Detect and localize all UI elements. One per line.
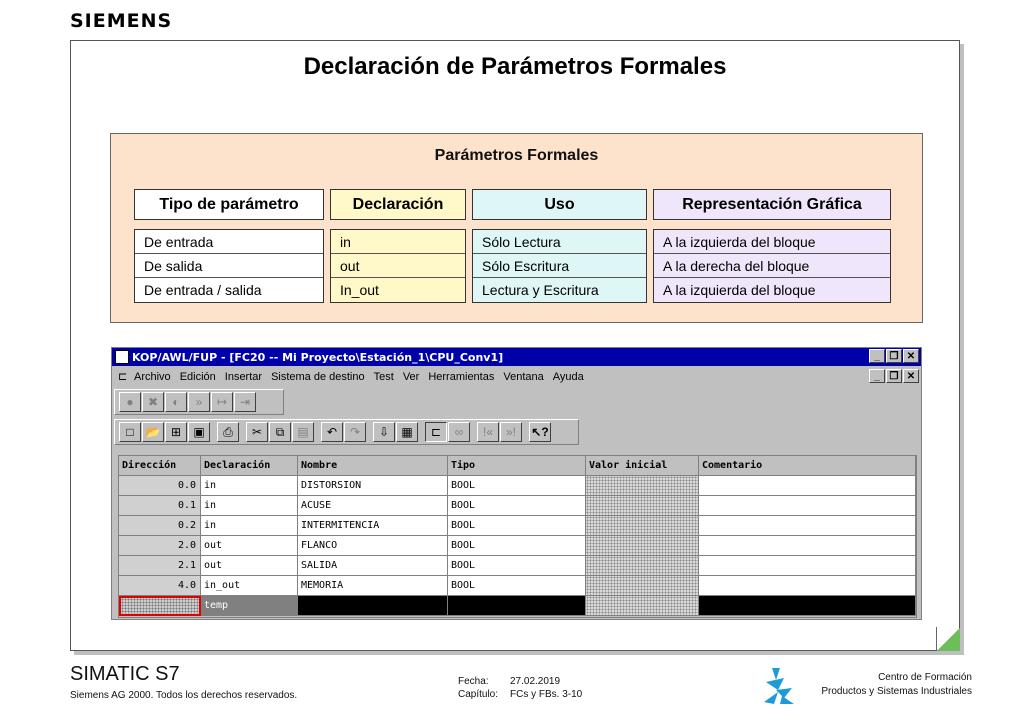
footer-copyright: Siemens AG 2000. Todos los derechos reservados. [70, 690, 298, 701]
toolbar-standard [114, 419, 579, 445]
siemens-logo: SIEMENS [70, 10, 173, 32]
menu-edicion[interactable]: Edición [179, 370, 216, 383]
cell-rep-1: A la izquierda del bloque [654, 230, 890, 254]
table-row[interactable] [119, 516, 916, 536]
slide-frame [70, 40, 960, 651]
cell-decl-1: in [331, 230, 465, 254]
prev-icon[interactable]: !« [477, 422, 499, 442]
cell-comentario[interactable] [699, 496, 916, 516]
cell-rep-2: A la derecha del bloque [654, 254, 890, 278]
cell-uso-3: Lectura y Escritura [482, 282, 599, 298]
window-titlebar[interactable] [112, 348, 921, 366]
menu-bar [112, 367, 921, 386]
table-row[interactable] [119, 496, 916, 516]
network-icon[interactable]: ⊞ [165, 422, 187, 442]
grid-header-comentario[interactable]: Comentario [699, 456, 916, 476]
table-row[interactable] [119, 476, 916, 496]
cell-decl-2: out [331, 254, 465, 278]
cell-tipo[interactable]: BOOL [448, 536, 586, 556]
cell-direccion[interactable]: 4.0 [119, 576, 201, 596]
cell-valor-inicial[interactable] [586, 496, 699, 516]
grid-header-row [119, 456, 916, 476]
step-icon[interactable]: » [188, 392, 210, 412]
menu-herramientas[interactable]: Herramientas [428, 370, 495, 383]
params-panel [110, 133, 923, 323]
page-corner-fold [936, 627, 960, 651]
document-menu-icon[interactable]: ⊏ [118, 371, 128, 383]
cell-nombre[interactable]: FLANCO [298, 536, 448, 556]
monitor-block-icon[interactable]: ▦ [396, 422, 418, 442]
stop-icon[interactable]: ✖ [142, 392, 164, 412]
exit-icon[interactable]: ⇥ [234, 392, 256, 412]
cell-tipo[interactable]: BOOL [448, 516, 586, 536]
cell-valor-inicial[interactable] [586, 576, 699, 596]
download-icon[interactable]: ⇩ [373, 422, 395, 442]
header-tipo: Tipo de parámetro [134, 189, 324, 220]
minimize-button[interactable]: _ [869, 349, 885, 363]
footer-product: SIMATIC S7 [70, 663, 180, 685]
cell-tipo[interactable]: BOOL [448, 576, 586, 596]
cell-rep-3: A la izquierda del bloque [663, 282, 816, 298]
doc-restore-button[interactable]: ❐ [886, 369, 902, 383]
cell-uso-2: Sólo Escritura [473, 254, 646, 278]
cell-declaracion[interactable]: out [201, 556, 298, 576]
cell-tipo-1: De entrada [135, 230, 323, 254]
cell-direccion[interactable]: 2.0 [119, 536, 201, 556]
cell-nombre[interactable]: DISTORSION [298, 476, 448, 496]
menu-ayuda[interactable]: Ayuda [552, 370, 584, 383]
cell-direccion-selected[interactable] [119, 596, 201, 616]
header-uso: Uso [472, 189, 647, 220]
glasses-icon[interactable]: ∞ [448, 422, 470, 442]
close-button[interactable]: ✕ [903, 349, 919, 363]
cell-nombre-selected[interactable] [298, 596, 448, 616]
chapter-label: Capítulo: [458, 689, 499, 700]
column-uso [472, 229, 647, 303]
cell-valor-inicial[interactable] [586, 556, 699, 576]
cell-tipo[interactable]: BOOL [448, 556, 586, 576]
column-declaracion [330, 229, 466, 303]
training-center-logo-icon [762, 666, 796, 711]
undo-icon[interactable]: ↶ [321, 422, 343, 442]
grid-header-declaracion[interactable]: Declaración [201, 456, 298, 476]
doc-minimize-button[interactable]: _ [869, 369, 885, 383]
cell-valor-inicial[interactable] [586, 536, 699, 556]
cell-declaracion[interactable]: in [201, 496, 298, 516]
header-declaracion: Declaración [330, 189, 466, 220]
run-icon[interactable]: ● [119, 392, 141, 412]
footer-meta [458, 675, 582, 701]
menu-test[interactable]: Test [373, 370, 394, 383]
cell-nombre[interactable]: MEMORIA [298, 576, 448, 596]
column-tipo [134, 229, 324, 303]
copy-icon[interactable]: ⧉ [269, 422, 291, 442]
menu-ver[interactable]: Ver [402, 370, 420, 383]
cell-tipo-3: De entrada / salida [144, 282, 262, 298]
footer-center-line1: Centro de Formación [878, 672, 972, 683]
cell-tipo-selected[interactable] [448, 596, 586, 616]
cell-valor-inicial[interactable] [586, 516, 699, 536]
cell-declaracion[interactable]: out [201, 536, 298, 556]
save-icon[interactable]: ▣ [188, 422, 210, 442]
view-icon[interactable]: ⊏ [425, 422, 447, 442]
cell-declaracion[interactable]: in [201, 476, 298, 496]
cell-direccion[interactable]: 0.1 [119, 496, 201, 516]
date-label: Fecha: [458, 676, 489, 687]
cell-declaracion-selected[interactable]: temp [201, 596, 298, 616]
cell-comentario[interactable] [699, 536, 916, 556]
grid-header-nombre[interactable]: Nombre [298, 456, 448, 476]
column-representacion [653, 229, 891, 303]
editor-window [111, 347, 922, 620]
table-row-selected[interactable] [119, 596, 916, 616]
grid-header-tipo[interactable]: Tipo [448, 456, 586, 476]
menu-sistema[interactable]: Sistema de destino [271, 370, 365, 383]
cell-direccion[interactable]: 0.0 [119, 476, 201, 496]
cell-comentario[interactable] [699, 556, 916, 576]
menu-ventana[interactable]: Ventana [503, 370, 544, 383]
table-row[interactable] [119, 576, 916, 596]
declaration-grid [118, 455, 917, 618]
cell-comentario[interactable] [699, 516, 916, 536]
params-title: Parámetros Formales [434, 147, 599, 164]
cell-decl-3: In_out [340, 282, 379, 298]
menu-archivo[interactable]: Archivo [134, 370, 171, 383]
header-representacion: Representación Gráfica [653, 189, 891, 220]
window-title: KOP/AWL/FUP - [FC20 -- Mi Proyecto\Estación_1\CPU_Conv1] [132, 350, 504, 364]
table-row[interactable] [119, 556, 916, 576]
grid-header-valor[interactable]: Valor inicial [586, 456, 699, 476]
cell-tipo[interactable]: BOOL [448, 496, 586, 516]
cell-comentario[interactable] [699, 576, 916, 596]
paste-icon[interactable]: ▤ [292, 422, 314, 442]
cell-valor-inicial-selected[interactable] [586, 596, 699, 616]
chapter-value: FCs y FBs. 3-10 [510, 689, 583, 700]
open-icon[interactable]: 📂 [142, 422, 164, 442]
redo-icon[interactable]: ↷ [344, 422, 366, 442]
cell-nombre[interactable]: ACUSE [298, 496, 448, 516]
cell-comentario-selected[interactable] [699, 596, 916, 616]
doc-close-button[interactable]: ✕ [903, 369, 919, 383]
help-icon[interactable]: ↖? [529, 422, 551, 442]
footer-center [821, 671, 972, 699]
toolbar-status [114, 389, 284, 415]
footer-center-line2: Productos y Sistemas Industriales [821, 686, 972, 697]
print-icon[interactable]: ⎙ [217, 422, 239, 442]
date-value: 27.02.2019 [510, 676, 561, 687]
cell-direccion[interactable]: 2.1 [119, 556, 201, 576]
new-icon[interactable]: □ [119, 422, 141, 442]
cell-nombre[interactable]: SALIDA [298, 556, 448, 576]
cell-direccion[interactable]: 0.2 [119, 516, 201, 536]
slide-title: Declaración de Parámetros Formales [303, 53, 727, 80]
cell-nombre[interactable]: INTERMITENCIA [298, 516, 448, 536]
app-system-icon[interactable] [115, 350, 129, 364]
table-row[interactable] [119, 536, 916, 556]
next-icon[interactable]: »! [500, 422, 522, 442]
cell-tipo[interactable]: BOOL [448, 476, 586, 496]
cell-comentario[interactable] [699, 476, 916, 496]
cell-declaracion[interactable]: in_out [201, 576, 298, 596]
cell-uso-1: Sólo Lectura [473, 230, 646, 254]
jump-icon[interactable]: ↦ [211, 392, 233, 412]
cut-icon[interactable]: ✂ [246, 422, 268, 442]
cell-valor-inicial[interactable] [586, 476, 699, 496]
restore-button[interactable]: ❐ [886, 349, 902, 363]
cell-declaracion[interactable]: in [201, 516, 298, 536]
grid-header-direccion[interactable]: Dirección [119, 456, 201, 476]
menu-insertar[interactable]: Insertar [224, 370, 263, 383]
monitor-icon[interactable]: ◐ [165, 392, 187, 412]
cell-tipo-2: De salida [135, 254, 323, 278]
